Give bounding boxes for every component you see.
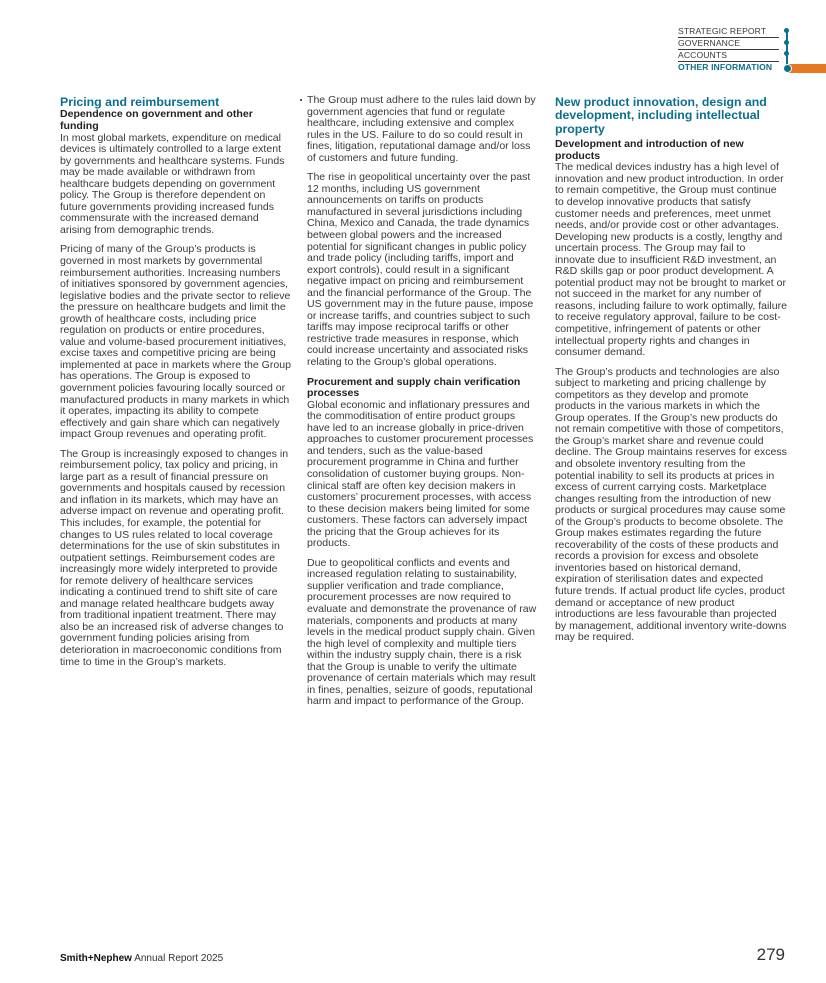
paragraph: The Group must adhere to the rules laid down by government agencies that fund or regulate healthcare, including extensive and complex rules in the US. Failure to do so could result in fines, litigation, reputational damage and/or loss of customers and future funding.: [307, 94, 536, 164]
column-3: [555, 95, 788, 652]
paragraph: Global economic and inflationary pressures and the commoditisation of entire product groups have led to an increase globally in price-driven approaches to customer procurement processes and tenders, such as the value-based procurement programme in China and further consolidation of customer buying groups. Non-clinical staff are often key decision makers in customers’ procurement processes, with access to these decision makers being limited for some customers. These factors can adversely impact the pricing that the Group achieves for its products.: [307, 398, 534, 550]
nav-item-governance[interactable]: GOVERNANCE: [678, 38, 779, 50]
nav-item-other-information[interactable]: OTHER INFORMATION: [678, 62, 773, 72]
column-2: [307, 95, 539, 716]
paragraph: The rise in geopolitical uncertainty over the past 12 months, including US government announcements on tariffs on products manufactured in several jurisdictions including China, Mexico and Canada, the trade dynamics between global powers and the increased potential for significant changes in public policy and trade policy (including tariffs, import and export controls), could result in a significant negative impact on pricing and reimbursement and the financial performance of the Group. The US government may in the future pause, impose or increase tariffs, and countries subject to such tariffs may impose reciprocal tariffs or other restrictive trade measures in response, which could increase uncertainty and associated risks relating to the Group’s global operations.: [307, 171, 534, 369]
section-nav: [678, 26, 826, 73]
bullet-marker: [300, 99, 302, 101]
nav-item-strategic-report[interactable]: STRATEGIC REPORT: [678, 26, 779, 38]
paragraph: The Group’s products and technologies are also subject to marketing and pricing challenge by competitors as they develop and promote products in the various markets in which the Group operates. If the Group’s new products do not remain competitive with those of competitors, the Group’s market share and revenue could decline. The Group maintains reserves for excess and obsolete inventory resulting from the potential inability to sell its products at prices in excess of current carrying costs. Marketplace changes resulting from the introduction of new products or surgical procedures may cause some of the Group’s products to become obsolete. The Group makes estimates regarding the future recoverability of the costs of these products and records a provision for excess and obsolete inventories based on historical demand, expiration of sterilisation dates and expected future trends. If actual product life cycles, product demand or acceptance of new product introductions are less favourable than projected by management, additional inventory write-downs may be required.: [555, 365, 787, 644]
paragraph: The medical devices industry has a high level of innovation and new product introduction. In order to remain competitive, the Group must continue to develop innovative products that satisfy customer needs and preferences, meet unmet needs, and/or provide cost or other advantages. Developing new products is a costly, lengthy and uncertain process. The Group may fail to innovate due to insufficient R&D investment, an R&D skills gap or poor product development. A potential product may not be brought to market or not succeed in the market for any number of reasons, including failure to work optimally, failure to receive regulatory approval, failure to be cost-competitive, infringement of patents or other intellectual property rights and changes in consumer demand.: [555, 161, 787, 359]
footer-brand: [60, 953, 223, 964]
paragraph: Due to geopolitical conflicts and events and increased regulation relating to sustainability, supplier verification and trade compliance, procurement processes are now required to evaluate and demonstrate the provenance of raw materials, components and products at many levels in the medical product supply chain. Given the high level of complexity and multiple tiers within the industry supply chain, there is a risk that the Group is unable to verify the ultimate provenance of certain materials which may result in fines, penalties, seizure of goods, reputational harm and impact to performance of the Group.: [307, 556, 537, 708]
paragraph: The Group is increasingly exposed to changes in reimbursement policy, tax policy and pricing, in large part as a result of financial pressure on governments and hospitals caused by recession and inflation in its markets, which may have an adverse impact on revenue and operating profit. This includes, for example, the potential for changes to US rules related to local coverage determinations for the use of skin substitutes in outpatient settings. Reimbursement codes are increasingly more widely interpreted to provide for remote delivery of healthcare services indicating a continued trend to shift site of care and manage related healthcare budgets away from traditional inpatient treatment. There may also be an increased risk of adverse changes to government funding policies arising from deterioration in macroeconomic conditions from time to time in the Group’s markets.: [60, 447, 289, 668]
report-name: Annual Report 2025: [134, 953, 224, 964]
page-number: 279: [756, 945, 785, 964]
brand-name: Smith+Nephew: [60, 953, 132, 964]
subhead-new-products: Development and introduction of new products: [555, 138, 744, 162]
nav-item-accounts[interactable]: ACCOUNTS: [678, 50, 779, 62]
section-title-pricing: Pricing and reimbursement: [60, 95, 220, 109]
subhead-government-funding: Dependence on government and other funding: [60, 108, 253, 132]
column-1: [60, 95, 292, 676]
subhead-procurement: Procurement and supply chain verification processes: [307, 375, 521, 400]
paragraph: Pricing of many of the Group’s products is governed in most markets by governmental reimbursement authorities. Increasing numbers of initiatives sponsored by government agencies, legislative bodies and the private sector to relieve the pressure on healthcare budgets and limit the growth of healthcare costs, including price regulation on products or entire procedures, value and volume-based procurement initiatives, excise taxes and competitive pricing are being implemented at pace in markets where the Group has operations. The Group is exposed to government policies favouring locally sourced or manufactured products in many markets in which it operates, impacting its ability to compete effectively and gain share which can negatively impact Group revenues and operating profit.: [60, 243, 291, 441]
section-title-innovation: New product innovation, design and development, including intellectual property: [555, 95, 767, 136]
paragraph: In most global markets, expenditure on medical devices is ultimately controlled to a large extent by governments and healthcare systems. Funds may be made available or withdrawn from healthcare budgets depending on government policy. The Group is therefore dependent on future governments providing increased funds commensurate with the increased demand arising from demographic trends.: [60, 131, 285, 236]
